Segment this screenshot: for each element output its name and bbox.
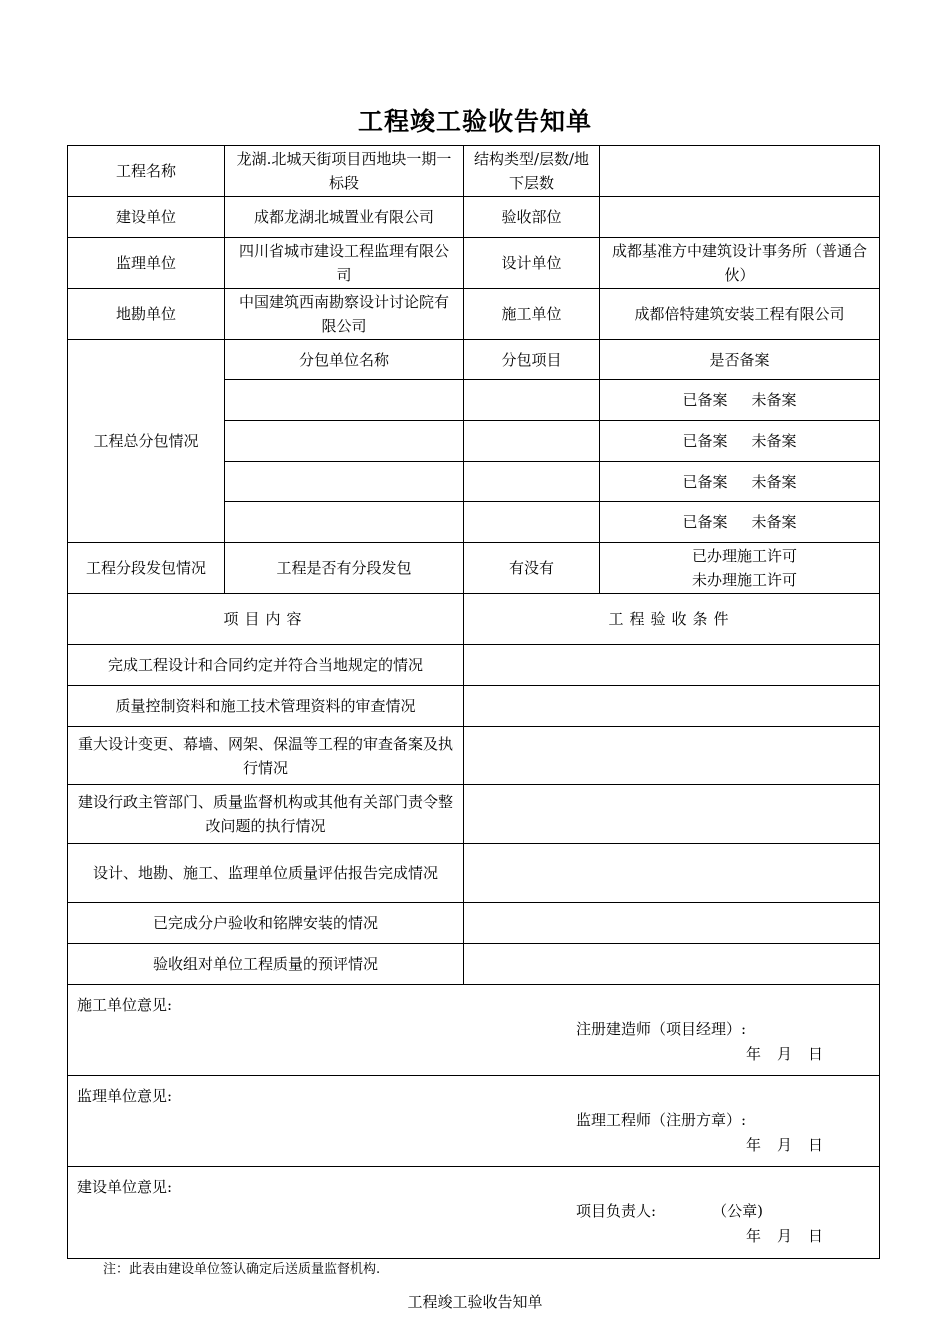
contractor-sign-label: 注册建造师（项目经理）:: [576, 1020, 747, 1038]
subcontract-label: 工程总分包情况: [68, 340, 225, 543]
contractor-value: 成都倍特建筑安装工程有限公司: [600, 289, 880, 340]
conditions-header-conditions: 工程验收条件: [464, 594, 880, 645]
subcontract-header-row: [68, 340, 880, 380]
condition-content: 设计、地勘、施工、监理单位质量评估报告完成情况: [68, 844, 464, 903]
contractor-opinion-cell[interactable]: [68, 985, 880, 1076]
permit-done-option[interactable]: 已办理施工许可: [691, 547, 797, 565]
condition-value[interactable]: [464, 944, 880, 985]
condition-content: 质量控制资料和施工技术管理资料的审查情况: [68, 686, 464, 727]
condition-content: 重大设计变更、幕墙、网架、保温等工程的审查备案及执行情况: [68, 727, 464, 785]
condition-value[interactable]: [464, 645, 880, 686]
designer-label: 设计单位: [464, 238, 600, 289]
conditions-header-content: 项目内容: [68, 594, 464, 645]
condition-row: [68, 944, 880, 985]
filing-status-cell: [600, 462, 880, 502]
not-filed-option[interactable]: 未备案: [751, 432, 797, 450]
segment-question: 工程是否有分段发包: [225, 543, 464, 594]
condition-row: [68, 903, 880, 944]
builder-opinion-cell[interactable]: [68, 1167, 880, 1259]
subcontract-name-cell[interactable]: [225, 502, 464, 543]
condition-row: [68, 645, 880, 686]
supervisor-opinion-label: 监理单位意见:: [77, 1087, 173, 1105]
conditions-header-row: [68, 594, 880, 645]
subcontract-header-filed: 是否备案: [600, 340, 880, 380]
filed-option[interactable]: 已备案: [682, 472, 728, 491]
contractor-opinion-label: 施工单位意见:: [77, 996, 173, 1014]
supervisor-label: 监理单位: [68, 238, 225, 289]
subcontract-name-cell[interactable]: [225, 462, 464, 502]
segment-label: 工程分段发包情况: [68, 543, 225, 594]
footnote: 注：此表由建设单位签认确定后送质量监督机构.: [103, 1262, 381, 1277]
row-project-name: [68, 146, 880, 197]
permit-cell: [600, 543, 880, 594]
structure-label: 结构类型/层数/地下层数: [464, 146, 600, 197]
condition-content: 完成工程设计和合同约定并符合当地规定的情况: [68, 645, 464, 686]
supervisor-opinion-cell[interactable]: [68, 1076, 880, 1167]
row-builder: [68, 197, 880, 238]
page-title: 工程竣工验收告知单: [357, 107, 592, 136]
builder-date: 年 月 日: [746, 1227, 824, 1245]
subcontract-header-name: 分包单位名称: [225, 340, 464, 380]
contractor-opinion-row: [68, 985, 880, 1076]
permit-not-option[interactable]: 未办理施工许可: [691, 571, 797, 589]
not-filed-option[interactable]: 未备案: [751, 391, 797, 409]
condition-content: 验收组对单位工程质量的预评情况: [68, 944, 464, 985]
subcontract-item-cell[interactable]: [464, 462, 600, 502]
designer-value: 成都基准方中建筑设计事务所（普通合伙）: [600, 238, 880, 289]
project-name-label: 工程名称: [68, 146, 225, 197]
segment-answer[interactable]: 有没有: [464, 543, 600, 594]
subcontract-name-cell[interactable]: [225, 421, 464, 462]
condition-value[interactable]: [464, 686, 880, 727]
page-footer: 工程竣工验收告知单: [407, 1293, 543, 1311]
filed-option[interactable]: 已备案: [682, 391, 728, 409]
subcontract-item-cell[interactable]: [464, 502, 600, 543]
official-seal-label: （公章): [712, 1202, 763, 1220]
contractor-date: 年 月 日: [746, 1045, 824, 1063]
condition-value[interactable]: [464, 903, 880, 944]
builder-opinion-label: 建设单位意见:: [77, 1178, 173, 1196]
acceptance-form-table: [67, 145, 880, 1259]
supervisor-sign-label: 监理工程师（注册方章）:: [576, 1111, 747, 1129]
builder-sign-area: [576, 1199, 763, 1223]
condition-value[interactable]: [464, 785, 880, 844]
survey-label: 地勘单位: [68, 289, 225, 340]
filed-option[interactable]: 已备案: [682, 432, 728, 450]
supervisor-value: 四川省城市建设工程监理有限公司: [225, 238, 464, 289]
row-supervisor: [68, 238, 880, 289]
structure-value: [600, 146, 880, 197]
filing-status-cell: [600, 421, 880, 462]
condition-value[interactable]: [464, 727, 880, 785]
condition-value[interactable]: [464, 844, 880, 903]
condition-content: 已完成分户验收和铭牌安装的情况: [68, 903, 464, 944]
subcontract-name-cell[interactable]: [225, 380, 464, 421]
subcontract-item-cell[interactable]: [464, 421, 600, 462]
part-label: 验收部位: [464, 197, 600, 238]
subcontract-header-item: 分包项目: [464, 340, 600, 380]
segment-row: [68, 543, 880, 594]
builder-opinion-row: [68, 1167, 880, 1259]
row-survey: [68, 289, 880, 340]
filed-option[interactable]: 已备案: [682, 513, 728, 531]
not-filed-option[interactable]: 未备案: [751, 472, 797, 491]
condition-row: [68, 844, 880, 903]
survey-value: 中国建筑西南勘察设计讨论院有限公司: [225, 289, 464, 340]
filing-status-cell: [600, 502, 880, 543]
condition-content: 建设行政主管部门、质量监督机构或其他有关部门责令整改问题的执行情况: [68, 785, 464, 844]
condition-row: [68, 727, 880, 785]
condition-row: [68, 785, 880, 844]
contractor-label: 施工单位: [464, 289, 600, 340]
builder-sign-label: 项目负责人:: [576, 1202, 657, 1220]
supervisor-date: 年 月 日: [746, 1136, 824, 1154]
builder-label: 建设单位: [68, 197, 225, 238]
subcontract-item-cell[interactable]: [464, 380, 600, 421]
not-filed-option[interactable]: 未备案: [751, 513, 797, 531]
project-name-value: 龙湖.北城天街项目西地块一期一标段: [225, 146, 464, 197]
supervisor-opinion-row: [68, 1076, 880, 1167]
part-value: [600, 197, 880, 238]
builder-value: 成都龙湖北城置业有限公司: [225, 197, 464, 238]
filing-status-cell: [600, 380, 880, 421]
condition-row: [68, 686, 880, 727]
